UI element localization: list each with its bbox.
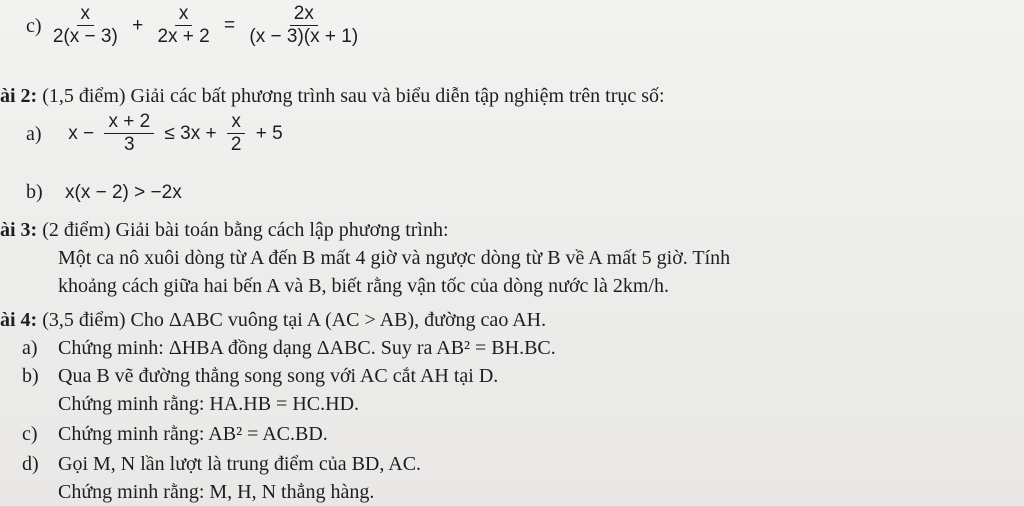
bai3-text: (2 điểm) Giải bài toán bằng cách lập phương trình: xyxy=(42,219,449,241)
bai3-heading: ài 3: xyxy=(0,219,38,241)
bai2-a-fraction-1 xyxy=(104,112,154,155)
fraction-2-numerator: x xyxy=(175,4,193,26)
bai4-d-text: Gọi M, N lần lượt là trung điểm của BD, AC. xyxy=(58,453,422,475)
bai4-heading: ài 4: xyxy=(0,309,38,331)
fraction-3-numerator: 2x xyxy=(290,4,318,26)
bai4-c xyxy=(22,422,328,446)
bai2-text: (1,5 điểm) Giải các bất phương trình sau và biểu diễn tập nghiệm trên trục số: xyxy=(42,85,665,107)
bai4-b-text: Qua B vẽ đường thẳng song song với AC cắt AH tại D. xyxy=(58,365,499,387)
bai2-heading-line xyxy=(0,84,665,108)
fraction-1-numerator: x xyxy=(77,4,95,26)
bai4-d-label: d) xyxy=(22,453,39,475)
part-c-label: c) xyxy=(26,14,42,37)
bai4-text: (3,5 điểm) Cho ΔABC vuông tại A (AC > AB), đường cao AH. xyxy=(42,309,547,331)
bai2-a-fraction-1-numerator: x + 2 xyxy=(104,112,154,134)
bai2-a-lead: x − xyxy=(68,122,95,144)
bai2-a-label: a) xyxy=(26,122,42,145)
equals-sign: = xyxy=(224,14,236,36)
bai4-a-text: Chứng minh: ΔHBA đồng dạng ΔABC. Suy ra AB² = BH.BC. xyxy=(58,337,556,359)
bai4-b-text-2: Chứng minh rằng: HA.HB = HC.HD. xyxy=(58,393,360,415)
fraction-2-denominator: 2x + 2 xyxy=(157,26,210,47)
bai2-a-tail: + 5 xyxy=(255,122,283,144)
plus-sign: + xyxy=(132,14,144,36)
bai4-a xyxy=(22,336,556,360)
bai4-b-label: b) xyxy=(22,365,39,387)
bai2-a-relation: ≤ 3x + xyxy=(164,122,217,144)
bai4-d-text-2: Chứng minh rằng: M, H, N thẳng hàng. xyxy=(58,481,375,503)
bai4-c-label: c) xyxy=(22,423,38,445)
bai2-b-expression: x(x − 2) > −2x xyxy=(65,182,182,203)
bai4-a-label: a) xyxy=(22,337,38,359)
bai2-heading: ài 2: xyxy=(0,85,38,107)
bai2-a xyxy=(26,112,286,155)
fraction-2 xyxy=(153,4,213,47)
bai2-b-label: b) xyxy=(26,181,43,203)
bai3-heading-line xyxy=(0,218,449,242)
fraction-3 xyxy=(245,4,362,47)
bai4-c-text: Chứng minh rằng: AB² = AC.BD. xyxy=(58,423,328,445)
fraction-1 xyxy=(49,4,122,47)
bai4-b xyxy=(22,364,498,388)
fraction-1-denominator: 2(x − 3) xyxy=(52,26,118,47)
bai2-a-fraction-2-numerator: x xyxy=(227,112,245,134)
bai2-b xyxy=(26,180,182,205)
bai4-heading-line xyxy=(0,308,546,332)
equation-part-c xyxy=(26,4,364,47)
bai2-a-fraction-1-denominator: 3 xyxy=(124,134,135,155)
bai4-d xyxy=(22,452,421,476)
bai3-line-1: Một ca nô xuôi dòng từ A đến B mất 4 giờ và ngược dòng từ B về A mất 5 giờ. Tính xyxy=(58,247,731,269)
bai3-line-2: khoảng cách giữa hai bến A và B, biết rằng vận tốc của dòng nước là 2km/h. xyxy=(58,275,669,297)
bai2-a-fraction-2-denominator: 2 xyxy=(230,134,242,155)
bai2-a-fraction-2 xyxy=(227,112,246,155)
fraction-3-denominator: (x − 3)(x + 1) xyxy=(249,26,359,47)
